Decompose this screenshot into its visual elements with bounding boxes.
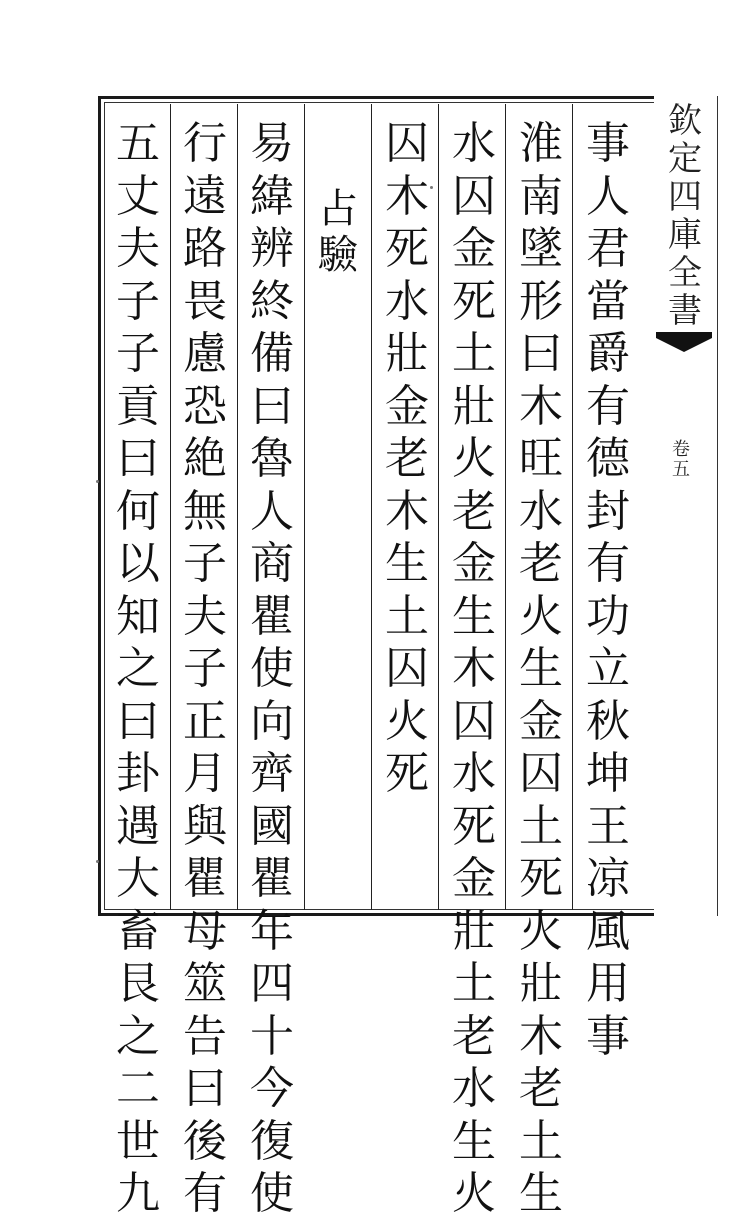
character: 畜 — [116, 905, 160, 957]
text-column-4 — [377, 118, 437, 801]
character: 用 — [586, 958, 630, 1009]
text-column-6 — [242, 118, 302, 1221]
character: 夫 — [183, 590, 227, 642]
character: 無 — [183, 485, 227, 537]
character: 事 — [586, 1010, 630, 1062]
character: 金 — [452, 538, 496, 589]
character: 木 — [385, 170, 429, 222]
character: 復 — [250, 1115, 294, 1167]
text-column-1 — [578, 118, 638, 1063]
character: 木 — [519, 380, 563, 432]
character: 何 — [116, 485, 160, 537]
character: 壯 — [452, 380, 496, 432]
character: 有 — [183, 1168, 227, 1219]
character: 齊 — [250, 748, 294, 799]
character: 驗 — [318, 232, 358, 278]
character: 世 — [116, 1115, 160, 1167]
character: 丈 — [116, 170, 160, 222]
volume-label — [672, 440, 690, 480]
character: 行 — [183, 118, 227, 169]
character: 死 — [519, 853, 563, 904]
character: 使 — [250, 643, 294, 694]
character: 壯 — [519, 958, 563, 1009]
character: 告 — [183, 1010, 227, 1062]
character: 旺 — [519, 433, 563, 484]
character: 坤 — [586, 748, 630, 799]
character: 囚 — [519, 748, 563, 799]
character: 爵 — [586, 328, 630, 379]
character: 風 — [586, 905, 630, 957]
character: 備 — [250, 328, 294, 379]
character: 貢 — [116, 380, 160, 432]
character: 卦 — [116, 748, 160, 799]
character: 生 — [519, 643, 563, 694]
character: 金 — [452, 223, 496, 274]
character: 人 — [586, 170, 630, 222]
character: 死 — [385, 748, 429, 799]
character: 火 — [519, 590, 563, 642]
character: 形 — [519, 275, 563, 327]
character: 緯 — [250, 170, 294, 222]
character: 土 — [452, 958, 496, 1009]
text-column-3 — [444, 118, 504, 1221]
character: 秋 — [586, 695, 630, 747]
character: 王 — [586, 800, 630, 852]
character: 子 — [116, 328, 160, 379]
character: 後 — [183, 1115, 227, 1167]
character: 木 — [519, 1010, 563, 1062]
character: 水 — [385, 275, 429, 327]
character: 生 — [452, 590, 496, 642]
character: 絶 — [183, 433, 227, 484]
column-rule — [371, 104, 372, 910]
character: 淮 — [519, 118, 563, 169]
character: 君 — [586, 223, 630, 274]
character: 土 — [385, 590, 429, 642]
text-column-7 — [175, 118, 235, 1221]
character: 立 — [586, 643, 630, 694]
character: 水 — [452, 748, 496, 799]
character: 十 — [250, 1010, 294, 1062]
character: 畏 — [183, 275, 227, 327]
character: 曰 — [519, 328, 563, 379]
character: 老 — [385, 433, 429, 484]
character: 曰 — [183, 1063, 227, 1114]
character: 生 — [452, 1115, 496, 1167]
character: 辨 — [250, 223, 294, 274]
character: 使 — [250, 1168, 294, 1219]
character: 生 — [385, 538, 429, 589]
character: 凉 — [586, 853, 630, 904]
character: 路 — [183, 223, 227, 274]
character: 慮 — [183, 328, 227, 379]
character: 墜 — [519, 223, 563, 274]
character: 火 — [385, 695, 429, 747]
column-rule — [237, 104, 238, 910]
paper-speck — [430, 186, 433, 189]
character: 老 — [452, 485, 496, 537]
character: 遇 — [116, 800, 160, 852]
character: 瞿 — [183, 853, 227, 904]
character: 易 — [250, 118, 294, 169]
character: 定 — [668, 139, 702, 179]
character: 以 — [116, 538, 160, 589]
character: 知 — [116, 590, 160, 642]
character: 年 — [250, 905, 294, 957]
character: 瞿 — [250, 590, 294, 642]
character: 壯 — [385, 328, 429, 379]
character: 死 — [385, 223, 429, 274]
character: 艮 — [116, 958, 160, 1009]
character: 四 — [250, 958, 294, 1009]
character: 金 — [452, 853, 496, 904]
character: 夫 — [116, 223, 160, 274]
character: 南 — [519, 170, 563, 222]
section-heading-column — [308, 186, 368, 278]
character: 水 — [452, 118, 496, 169]
column-rule — [304, 104, 305, 910]
character: 曰 — [116, 433, 160, 484]
character: 老 — [519, 1063, 563, 1114]
character: 九 — [116, 1168, 160, 1219]
character: 子 — [116, 275, 160, 327]
character: 正 — [183, 695, 227, 747]
book-title-vertical — [660, 102, 710, 330]
character: 欽 — [668, 101, 702, 141]
character: 瞿 — [250, 853, 294, 904]
character: 終 — [250, 275, 294, 327]
character: 生 — [519, 1168, 563, 1219]
character: 火 — [519, 905, 563, 957]
fish-tail-mark-point — [656, 338, 712, 352]
character: 死 — [452, 800, 496, 852]
character: 恐 — [183, 380, 227, 432]
character: 庫 — [668, 215, 702, 255]
column-rule — [505, 104, 506, 910]
character: 死 — [452, 275, 496, 327]
character: 月 — [183, 748, 227, 799]
character: 子 — [183, 538, 227, 589]
character: 金 — [519, 695, 563, 747]
character: 老 — [519, 538, 563, 589]
text-column-8 — [108, 118, 168, 1221]
character: 水 — [519, 485, 563, 537]
character: 國 — [250, 800, 294, 852]
character: 占 — [318, 186, 358, 232]
character: 土 — [519, 800, 563, 852]
character: 功 — [586, 590, 630, 642]
character: 土 — [452, 328, 496, 379]
character: 金 — [385, 380, 429, 432]
character: 書 — [668, 291, 702, 331]
character: 囚 — [452, 695, 496, 747]
character: 有 — [586, 380, 630, 432]
character: 商 — [250, 538, 294, 589]
character: 之 — [116, 1010, 160, 1062]
paper-speck — [96, 860, 99, 863]
character: 封 — [586, 485, 630, 537]
character: 德 — [586, 433, 630, 484]
character: 火 — [452, 433, 496, 484]
character: 大 — [116, 853, 160, 904]
character: 曰 — [116, 695, 160, 747]
column-rule — [438, 104, 439, 910]
character: 筮 — [183, 958, 227, 1009]
character: 四 — [668, 177, 702, 217]
character: 當 — [586, 275, 630, 327]
character: 二 — [116, 1063, 160, 1114]
character: 老 — [452, 1010, 496, 1062]
character: 人 — [250, 485, 294, 537]
text-column-2 — [511, 118, 571, 1221]
character: 事 — [586, 118, 630, 169]
column-rule — [572, 104, 573, 910]
character: 壯 — [452, 905, 496, 957]
character: 囚 — [385, 118, 429, 169]
character: 有 — [586, 538, 630, 589]
character: 土 — [519, 1115, 563, 1167]
character: 卷 — [672, 439, 690, 460]
character: 母 — [183, 905, 227, 957]
paper-speck — [96, 480, 99, 483]
character: 全 — [668, 253, 702, 293]
character: 囚 — [452, 170, 496, 222]
character: 今 — [250, 1063, 294, 1114]
character: 火 — [452, 1168, 496, 1219]
character: 水 — [452, 1063, 496, 1114]
character: 遠 — [183, 170, 227, 222]
character: 之 — [116, 643, 160, 694]
character: 木 — [385, 485, 429, 537]
column-rule — [170, 104, 171, 910]
character: 魯 — [250, 433, 294, 484]
character: 曰 — [250, 380, 294, 432]
character: 木 — [452, 643, 496, 694]
character: 與 — [183, 800, 227, 852]
character: 囚 — [385, 643, 429, 694]
character: 子 — [183, 643, 227, 694]
character: 五 — [116, 118, 160, 169]
character: 向 — [250, 695, 294, 747]
character: 五 — [672, 459, 690, 480]
